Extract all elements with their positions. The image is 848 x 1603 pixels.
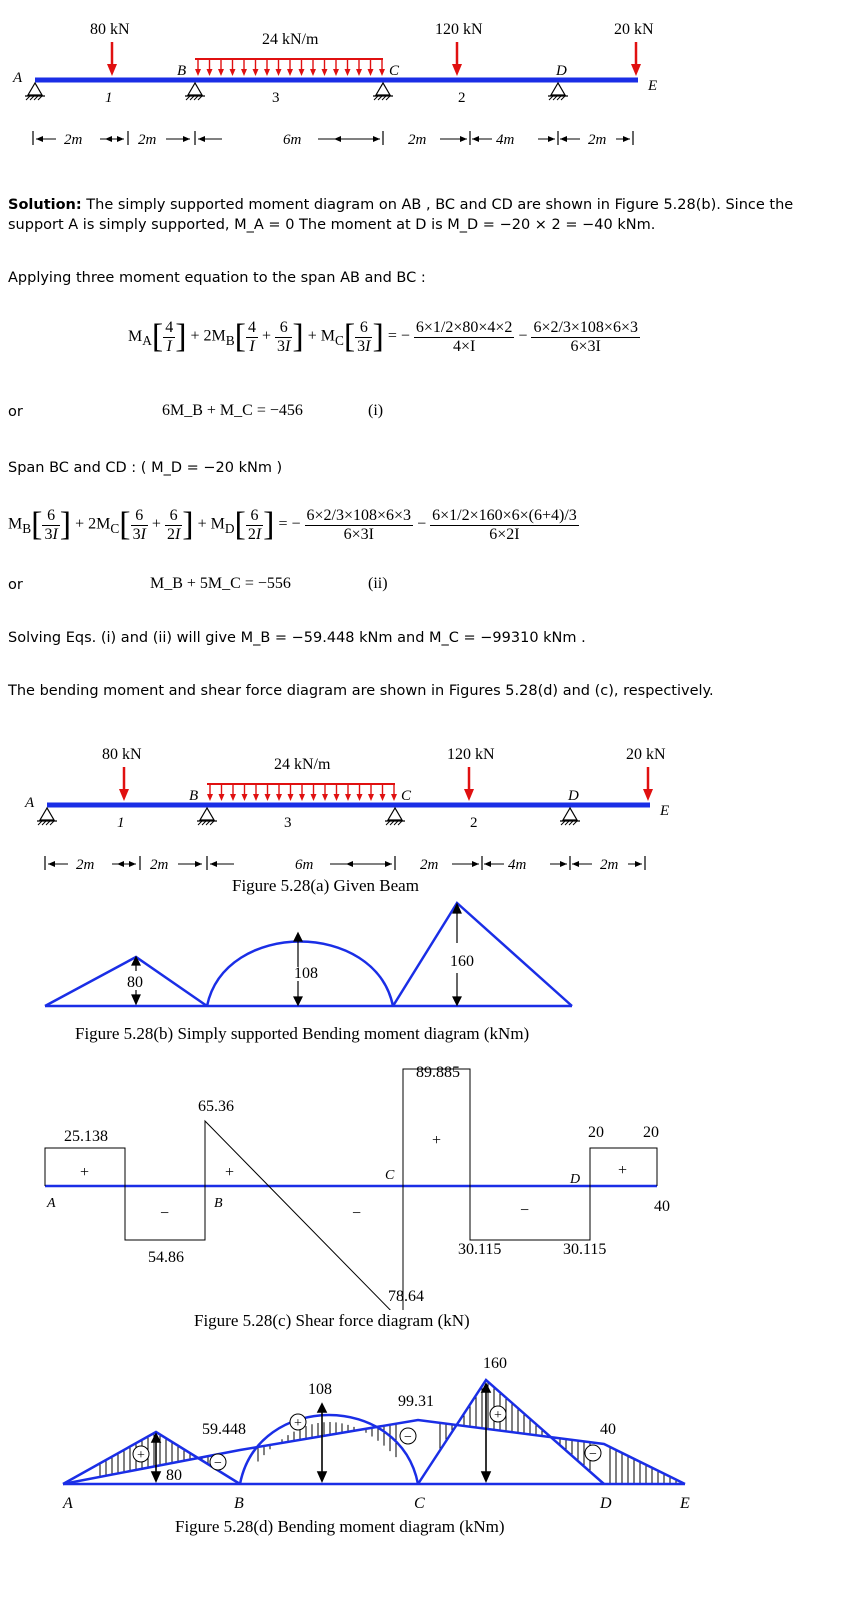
top-point-C: C [389,63,400,79]
sfd-value-label: 40 [654,1198,670,1215]
fig-b-label-80: 80 [127,974,143,991]
top-udl-arrowhead [253,69,259,76]
top-udl-arrowhead [230,69,236,76]
eq2-tag: (ii) [368,575,388,592]
fig-b-triangle-ab [45,957,207,1006]
eq1-tag: (i) [368,402,384,419]
fig-a-udl-arrowhead [391,794,397,801]
fig-a-support-icon [200,808,214,820]
fig-a-dim-label: 2m [420,857,439,873]
sfd-sign: − [160,1205,170,1222]
top-point-E: E [648,78,658,94]
sfd-value-label: 54.86 [148,1249,184,1266]
top-udl-arrowhead [356,69,362,76]
fig-a-span-label: 3 [284,815,292,831]
top-support-icon [188,83,202,95]
beam-figure-top [0,0,848,165]
top-udl-top [195,58,383,60]
fig-a-point-E: E [660,803,670,819]
top-udl-arrowhead [264,69,270,76]
fig-a-udl-arrowhead [265,794,271,801]
top-udl-arrowhead [333,69,339,76]
bmd-point-A: A [63,1495,73,1512]
top-load-label: 80 kN [90,21,130,38]
fig-a-udl-label: 24 kN/m [274,756,331,773]
equation-1: $M_A$[ $\frac{4}{I}$ ] + $2M_B$[ $\frac{4}{I}$ + $\frac{6}{3I}$ ] + $M_C$[ $\frac{6}{3I}$ ] = − $\frac{6\times 1/2\times 80\times 4\times 2}{4\times I}$ − $\frac{6\times 2/3\times 108\times 6\times 3}{6\times 3I}$ [128,318,638,355]
top-udl-arrowhead [368,69,374,76]
fig-a-udl-arrowhead [230,794,236,801]
sfd-point-B: B [214,1196,223,1211]
eq2-num1: 6×2/3×108×6×3 [306,506,412,524]
solution-text-line1: The simply supported moment diagram on AB , BC and CD are shown in Figure 5.28(b). Since the [81,197,794,213]
top-udl-arrowhead [310,69,316,76]
fig-a-point-B: B [189,788,199,804]
svg-text:+: + [294,1416,302,1431]
sfd-value-label: 30.115 [458,1241,502,1258]
top-arrowhead [107,64,117,76]
fig-a-span-label: 1 [117,815,125,831]
fig-a-arrowhead [119,789,129,801]
fig-d-diagram [0,1350,848,1520]
top-dim-label: 4m [496,132,515,148]
bmd-value-label: 59.448 [202,1421,246,1438]
top-dim-label: 2m [138,132,157,148]
fig-a-udl-arrowhead [334,794,340,801]
solution-paragraph [8,195,793,215]
sfd-value-label: 30.115 [563,1241,607,1258]
bmd-value-label: 108 [308,1381,332,1398]
top-udl-arrowhead [276,69,282,76]
fig-a-udl-arrowhead [242,794,248,801]
top-udl-arrowhead [195,69,201,76]
sfd-point-D: D [570,1172,581,1187]
eq1-den1: 4×I [452,337,476,355]
fig-c-diagram [0,1055,848,1310]
top-span-label: 1 [105,90,113,106]
fig-a-udl-arrowhead [207,794,213,801]
sfd-value-label: 20 [643,1124,659,1141]
caption-fig-b: Figure 5.28(b) Simply supported Bending moment diagram (kNm) [75,1024,530,1043]
fig-a-udl-arrowhead [345,794,351,801]
fig-a-point-A: A [25,795,35,811]
bmd-value-label: 160 [483,1355,507,1372]
top-point-A: A [13,70,23,86]
svg-text:−: − [589,1447,597,1462]
sfd-value-label: 25.138 [64,1128,108,1145]
top-arrowhead [452,64,462,76]
top-load-label: 120 kN [435,21,483,38]
fig-a-udl-arrowhead [219,794,225,801]
top-support-icon [551,83,565,95]
bmd-value-label: 99.31 [398,1393,434,1410]
fig-b-label-108: 108 [294,965,318,982]
fig-a-udl-arrowhead [322,794,328,801]
fig-a-udl-arrowhead [299,794,305,801]
eq1-result: 6M_B + M_C = −456 [162,402,303,419]
fig-a-udl-arrowhead [368,794,374,801]
fig-a-dim-label: 4m [508,857,527,873]
equation-2: $M_B$[ $\frac{6}{3I}$ ] + $2M_C$[ $\frac{6}{3I}$ + $\frac{6}{2I}$ ] + $M_D$[ $\frac{6}{2I}$ ] = − $\frac{6\times 2/3\times 108\times 6\times 3}{6\times 3I}$ − $\frac{6\times 1/2\times 160\times 6\times(6+4)/3}{6\times 2I}$ [8,506,577,543]
eq2-result: M_B + 5M_C = −556 [150,575,291,592]
fig-b-diagram [0,895,848,1015]
sfd-value-label: 78.64 [388,1288,424,1305]
eq2-den2: 6×2I [489,525,520,543]
fig-a-span-label: 2 [470,815,478,831]
fig-a-point-C: C [401,788,412,804]
caption-fig-c: Figure 5.28(c) Shear force diagram (kN) [194,1311,470,1330]
fig-a-load-label: 80 kN [102,746,142,763]
fig-a-support-icon [388,808,402,820]
fig-a-dim-label: 2m [150,857,169,873]
top-load-label: 20 kN [614,21,654,38]
solution-label: Solution: [8,197,82,213]
sfd-sign: + [432,1132,442,1149]
fig-b-label-160: 160 [450,953,474,970]
top-udl-arrowhead [345,69,351,76]
top-support-icon [28,83,42,95]
fig-a-support-icon [40,808,54,820]
top-udl-arrowhead [299,69,305,76]
svg-text:+: + [137,1448,145,1463]
top-udl-arrowhead [241,69,247,76]
fig-a-udl-arrowhead [380,794,386,801]
sfd-point-C: C [385,1168,395,1183]
bmd-value-label: 40 [600,1421,616,1438]
eq2-num2: 6×1/2×160×6×(6+4)/3 [432,506,577,524]
fig-a-load-label: 120 kN [447,746,495,763]
sfd-sign: + [80,1164,90,1181]
svg-text:−: − [214,1456,222,1471]
top-support-icon [376,83,390,95]
top-udl-arrowhead [322,69,328,76]
top-arrowhead [631,64,641,76]
top-dim-label: 2m [64,132,83,148]
fig-a-load-label: 20 kN [626,746,666,763]
top-span-label: 3 [272,90,280,106]
solving-text: Solving Eqs. (i) and (ii) will give M_B = −59.448 kNm and M_C = −99310 kNm . [8,630,586,646]
fig-a-udl-arrowhead [253,794,259,801]
fig-a-support-icon [563,808,577,820]
eq1-num1: 6×1/2×80×4×2 [415,318,513,336]
eq1-den2: 6×3I [570,337,601,355]
sfd-sign: − [520,1202,530,1219]
fig-a-arrowhead [643,789,653,801]
fig-a-dim-label: 2m [76,857,95,873]
fig-a-udl-top [207,783,395,785]
top-udl-arrowhead [218,69,224,76]
span-bc-cd-text: Span BC and CD : ( M_D = −20 kNm ) [8,460,283,476]
top-dim-label: 6m [283,132,302,148]
fig-a-arrowhead [464,789,474,801]
bmd-point-B: B [234,1495,244,1512]
applying-text: Applying three moment equation to the span AB and BC : [8,270,426,286]
top-point-D: D [556,63,567,79]
eq1-num2: 6×2/3×108×6×3 [533,318,638,336]
bmd-point-E: E [680,1495,690,1512]
top-dim-label: 2m [588,132,607,148]
bmd-point-C: C [414,1495,425,1512]
svg-text:+: + [494,1408,502,1423]
sfd-sign: + [225,1164,235,1181]
or-label-1: or [8,404,23,420]
sfd-value-label: 65.36 [198,1098,234,1115]
fig-a-udl-arrowhead [357,794,363,801]
sfd-point-A: A [47,1196,56,1211]
sfd-sign: − [352,1205,362,1222]
top-udl-arrowhead [287,69,293,76]
fig-a-dim-label: 6m [295,857,314,873]
sfd-value-label: 20 [588,1124,604,1141]
top-udl-label: 24 kN/m [262,31,319,48]
svg-text:−: − [404,1430,412,1445]
or-label-2: or [8,577,23,593]
top-udl-arrowhead [207,69,213,76]
diagrams-text: The bending moment and shear force diagram are shown in Figures 5.28(d) and (c), respectively. [8,683,714,699]
top-udl-arrowhead [379,69,385,76]
fig-a-point-D: D [568,788,579,804]
fig-a-udl-arrowhead [276,794,282,801]
top-span-label: 2 [458,90,466,106]
caption-fig-a: Figure 5.28(a) Given Beam [232,876,419,895]
top-dim-label: 2m [408,132,427,148]
fig-a-udl-arrowhead [288,794,294,801]
bmd-value-label: 80 [166,1467,182,1484]
sfd-value-label: 89.885 [416,1064,460,1081]
fig-b-triangle-cd [393,903,572,1006]
beam-figure-a [12,725,848,890]
fig-a-udl-arrowhead [311,794,317,801]
top-point-B: B [177,63,187,79]
fig-a-dim-label: 2m [600,857,619,873]
solution-text-line2: support A is simply supported, M_A = 0 The moment at D is M_D = −20 × 2 = −40 kNm. [8,217,656,233]
sfd-sign: + [618,1162,628,1179]
caption-fig-d: Figure 5.28(d) Bending moment diagram (kNm) [175,1517,505,1536]
eq2-den1: 6×3I [343,525,374,543]
bmd-point-D: D [600,1495,612,1512]
